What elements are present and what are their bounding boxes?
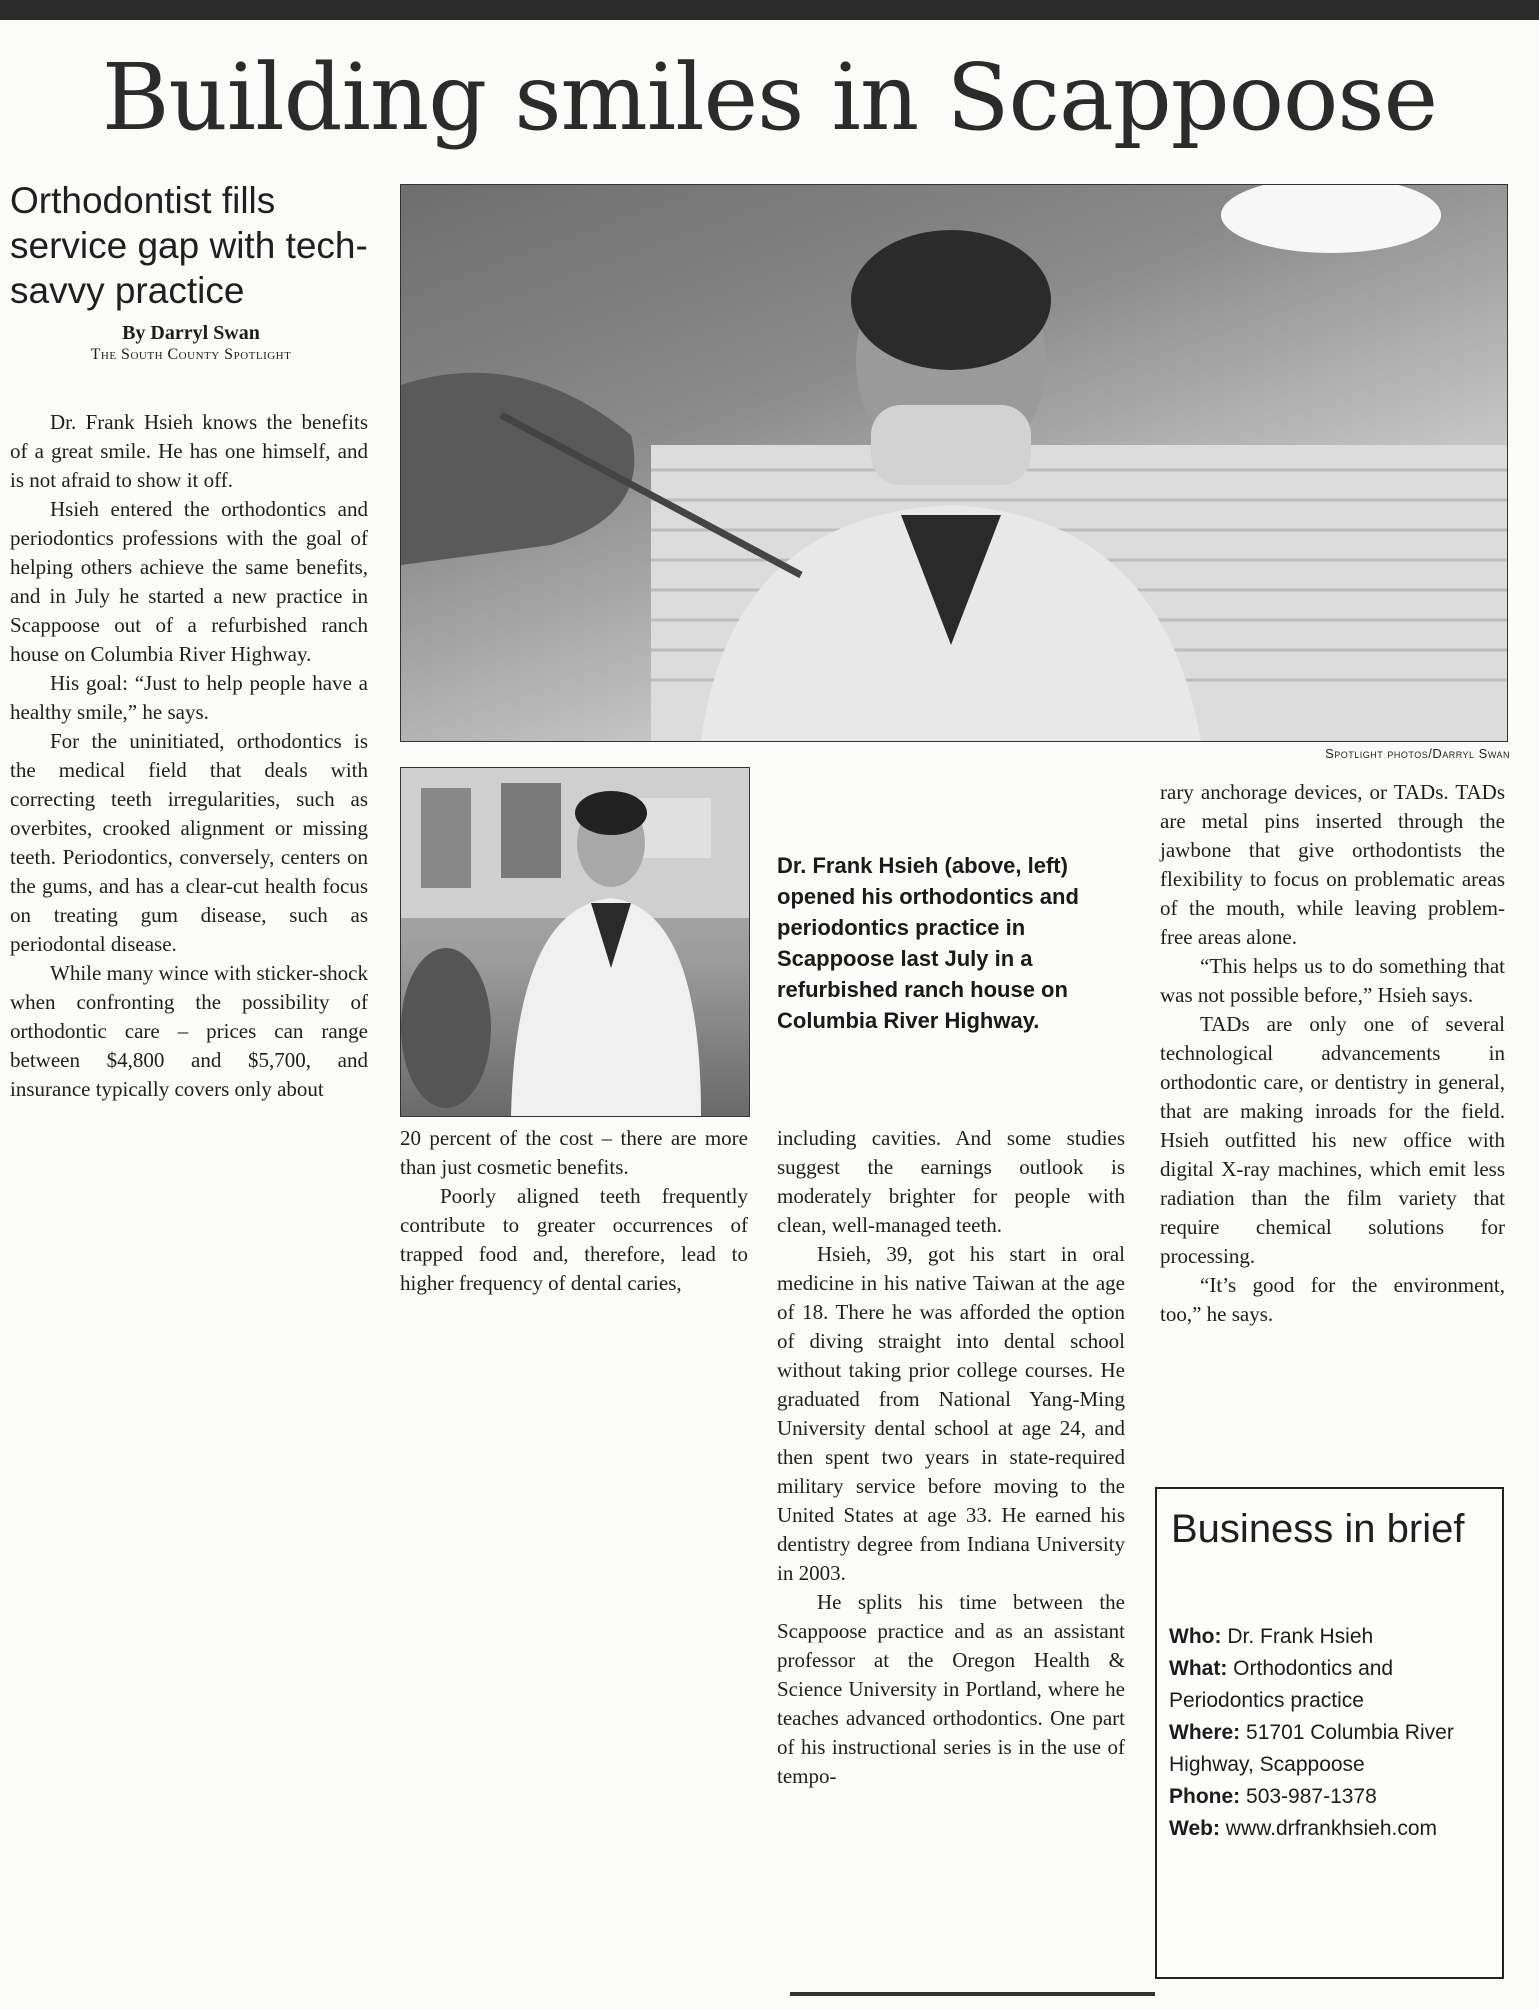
article-column-4 [1160,778,1505,1329]
brief-what [1169,1653,1494,1717]
article-column-2 [400,1124,748,1298]
paragraph: “This helps us to do something that was not possible before,” Hsieh says. [1160,954,1505,1007]
secondary-photo [400,767,750,1117]
paragraph: Poorly aligned teeth frequently contribute to greater occurrences of trapped food and, therefore, lead to higher frequency of dental caries, [400,1184,748,1295]
web-value: www.drfrankhsieh.com [1225,1817,1438,1840]
where-label: Where: [1169,1721,1241,1744]
what-value: Orthodontics and Periodontics practice [1169,1657,1394,1712]
phone-value: 503-987-1378 [1246,1785,1377,1808]
dentist-in-office-photo [401,768,749,1116]
brief-web [1169,1813,1494,1845]
paragraph: Hsieh, 39, got his start in oral medicine in his native Taiwan at the age of 18. There he was afforded the option of diving straight into dental school without taking prior college courses. He graduated from National Yang-Ming University dental school at age 24, and then spent two years in state-required military service before moving to the United States at age 33. He earned his dentistry degree from Indiana University in 2003. [777,1242,1125,1585]
who-label: Who: [1169,1625,1222,1648]
paragraph: “It’s good for the environment, too,” he says. [1160,1273,1505,1326]
paragraph: While many wince with sticker-shock when confronting the possibility of orthodontic care – prices can range between $4,800 and $5,700, and insurance typically covers only about [10,961,368,1101]
phone-label: Phone: [1169,1785,1241,1808]
paragraph: For the uninitiated, orthodontics is the medical field that deals with correcting teeth irregularities, such as overbites, crooked alignment or missing teeth. Periodontics, conversely, centers on the gums, and has a clear-cut health focus on treating gum disease, such as periodontal disease. [10,729,368,956]
who-value: Dr. Frank Hsieh [1227,1625,1374,1648]
paragraph: He splits his time between the Scappoose practice and as an assistant professor at the Oregon Health & Science University in Portland, where he teaches advanced orthodontics. One part of his instructional series is in the use of tempo- [777,1590,1125,1788]
brief-who [1169,1621,1494,1653]
brief-where [1169,1717,1494,1781]
deck: Orthodontist fills service gap with tech-savvy practice [10,180,368,311]
paragraph: Dr. Frank Hsieh knows the benefits of a great smile. He has one himself, and is not afraid to show it off. [10,410,368,492]
dentist-with-tool-photo [401,185,1507,741]
publication-name: The South County Spotlight [90,346,292,363]
paragraph: TADs are only one of several technological advancements in orthodontic care, or dentistry in general, that are making inroads for the field. Hsieh outfitted his new office with digital X-ray machines, which emit less radiation than the film variety that require chemical solutions for processing. [1160,1012,1505,1268]
paragraph: rary anchorage devices, or TADs. TADs are metal pins inserted through the jawbone that give orthodontists the flexibility to focus on problematic areas of the mouth, while leaving problem-free areas alone. [1160,780,1505,949]
article-column-3 [777,1124,1125,1791]
top-rule [0,0,1539,20]
what-label: What: [1169,1657,1228,1680]
web-label: Web: [1169,1817,1220,1840]
brief-details [1169,1621,1494,1845]
bottom-rule [790,1992,1155,1996]
paragraph: 20 percent of the cost – there are more than just cosmetic benefits. [400,1126,748,1179]
brief-phone [1169,1781,1494,1813]
paragraph: His goal: “Just to help people have a healthy smile,” he says. [10,671,368,724]
paragraph: including cavities. And some studies suggest the earnings outlook is moderately brighter for people with clean, well-managed teeth. [777,1126,1125,1237]
photo-credit: Spotlight photos/Darryl Swan [1325,746,1510,761]
business-in-brief-box [1155,1487,1504,1979]
paragraph: Hsieh entered the orthodontics and periodontics professions with the goal of helping others achieve the same benefits, and in July he started a new practice in Scappoose out of a refurbished ranch house on Columbia River Highway. [10,497,368,666]
headline: Building smiles in Scappoose [101,44,1438,151]
brief-title: Business in brief [1171,1507,1465,1551]
photo-caption: Dr. Frank Hsieh (above, left) opened his orthodontics and periodontics practice in Scappoose last July in a refurbished ranch house on Columbia River Highway. [777,853,1079,1033]
main-photo [400,184,1508,742]
where-value: 51701 Columbia River Highway, Scappoose [1169,1721,1454,1776]
article-column-1 [10,408,368,1104]
byline: By Darryl Swan [122,322,260,344]
